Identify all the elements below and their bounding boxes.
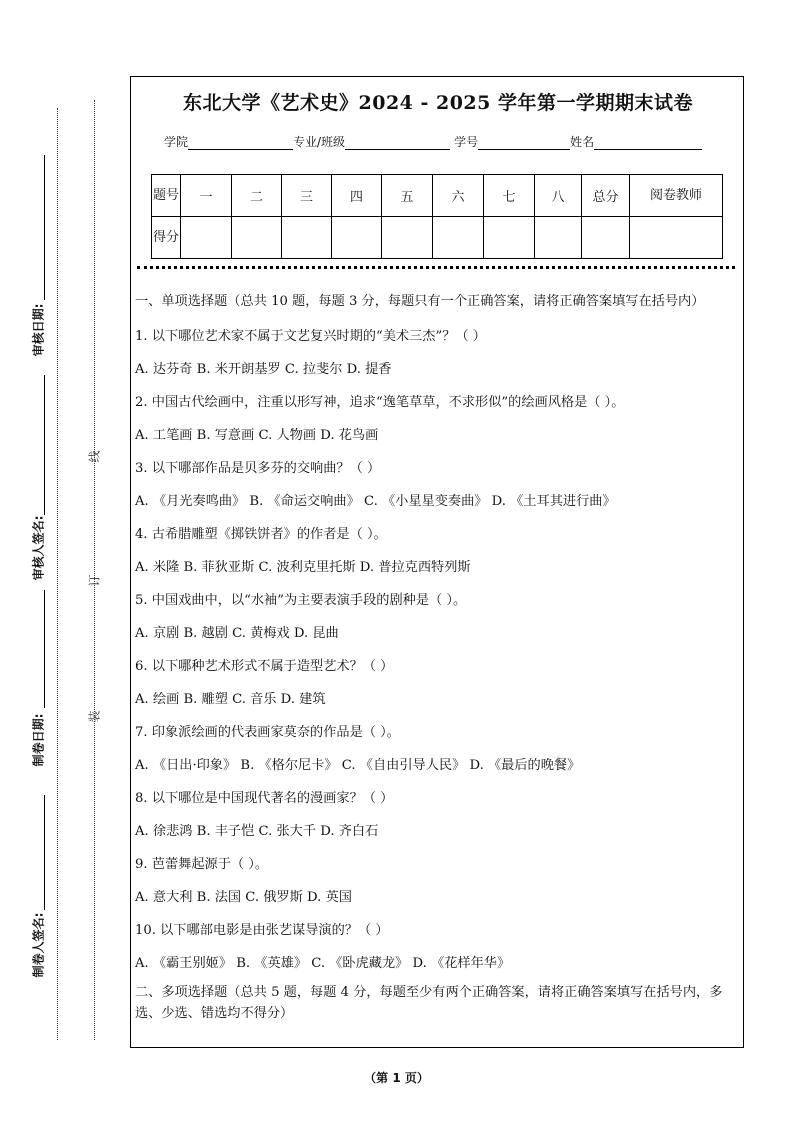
q5-options: A. 京剧 B. 越剧 C. 黄梅戏 D. 昆曲 bbox=[135, 626, 339, 641]
col-head-total: 总分 bbox=[582, 175, 630, 217]
student-info-row bbox=[164, 133, 702, 150]
q7-question: 7. 印象派绘画的代表画家莫奈的作品是（ ）。 bbox=[135, 725, 400, 740]
maker-date-line bbox=[44, 590, 45, 708]
score-cell-total[interactable] bbox=[582, 217, 630, 259]
q6-options: A. 绘画 B. 雕塑 C. 音乐 D. 建筑 bbox=[135, 692, 326, 707]
major-label: 专业/班级 bbox=[293, 135, 346, 149]
row-head-question-no: 题号 bbox=[152, 175, 181, 217]
score-cell-2[interactable] bbox=[232, 217, 282, 259]
q3-question: 3. 以下哪部作品是贝多芬的交响曲？（ ） bbox=[135, 461, 381, 476]
q4-question: 4. 古希腊雕塑《掷铁饼者》的作者是（ ）。 bbox=[135, 527, 387, 542]
col-head-8: 八 bbox=[535, 175, 582, 217]
binding-char-line: 线 bbox=[87, 450, 102, 463]
score-cell-6[interactable] bbox=[433, 217, 484, 259]
row-head-score: 得分 bbox=[152, 217, 181, 259]
maker-sign-line bbox=[44, 795, 45, 910]
binding-char-zhuang: 装 bbox=[87, 710, 102, 723]
score-cell-grader[interactable] bbox=[630, 217, 723, 259]
score-table-header-row bbox=[152, 175, 723, 217]
col-head-2: 二 bbox=[232, 175, 282, 217]
col-head-3: 三 bbox=[282, 175, 332, 217]
score-cell-7[interactable] bbox=[484, 217, 535, 259]
college-label: 学院 bbox=[164, 135, 189, 149]
name-field[interactable] bbox=[594, 137, 702, 150]
q1-options: A. 达芬奇 B. 米开朗基罗 C. 拉斐尔 D. 提香 bbox=[135, 362, 392, 377]
q9-options: A. 意大利 B. 法国 C. 俄罗斯 D. 英国 bbox=[135, 890, 352, 905]
exam-frame bbox=[130, 76, 744, 1048]
q9-question: 9. 芭蕾舞起源于（ ）。 bbox=[135, 857, 269, 872]
col-head-1: 一 bbox=[181, 175, 232, 217]
reviewer-sign-line bbox=[44, 375, 45, 515]
score-cell-3[interactable] bbox=[282, 217, 332, 259]
college-field[interactable] bbox=[188, 137, 293, 150]
col-head-5: 五 bbox=[382, 175, 433, 217]
col-head-6: 六 bbox=[433, 175, 484, 217]
score-cell-5[interactable] bbox=[382, 217, 433, 259]
score-table bbox=[151, 174, 723, 259]
binding-dotted-line-left bbox=[57, 108, 58, 1040]
q2-question: 2. 中国古代绘画中，注重以形写神，追求“逸笔草草，不求形似”的绘画风格是（ ）。 bbox=[135, 395, 625, 410]
page-number: （第 1 页） bbox=[364, 1071, 429, 1085]
q4-options: A. 米隆 B. 菲狄亚斯 C. 波利克里托斯 D. 普拉克西特列斯 bbox=[135, 560, 471, 575]
col-head-7: 七 bbox=[484, 175, 535, 217]
student-id-field[interactable] bbox=[478, 137, 570, 150]
q5-question: 5. 中国戏曲中，以“水袖”为主要表演手段的剧种是（ ）。 bbox=[135, 593, 467, 608]
q2-options: A. 工笔画 B. 写意画 C. 人物画 D. 花鸟画 bbox=[135, 428, 379, 443]
q3-options: A. 《月光奏鸣曲》 B. 《命运交响曲》 C. 《小星星变奏曲》 D. 《土耳其进行曲》 bbox=[135, 494, 616, 509]
major-field[interactable] bbox=[345, 137, 450, 150]
section-1-heading: 一、单项选择题（总共 10 题，每题 3 分，每题只有一个正确答案，请将正确答案填写在括号内） bbox=[135, 294, 705, 309]
binding-char-ding: 订 bbox=[87, 574, 102, 587]
col-head-grader: 阅卷教师 bbox=[630, 175, 723, 217]
name-label: 姓名 bbox=[570, 135, 595, 149]
q8-options: A. 徐悲鸿 B. 丰子恺 C. 张大千 D. 齐白石 bbox=[135, 824, 379, 839]
q8-question: 8. 以下哪位是中国现代著名的漫画家？（ ） bbox=[135, 791, 394, 806]
score-cell-4[interactable] bbox=[332, 217, 382, 259]
exam-title: 东北大学《艺术史》2024 - 2025 学年第一学期期末试卷 bbox=[183, 92, 693, 114]
question-content bbox=[135, 291, 743, 1024]
score-table-score-row bbox=[152, 217, 723, 259]
section-2-heading: 二、多项选择题（总共 5 题，每题 4 分，每题至少有两个正确答案，请将正确答案填写在括号内，多选、少选、错选均不得分） bbox=[135, 985, 723, 1021]
q6-question: 6. 以下哪种艺术形式不属于造型艺术？（ ） bbox=[135, 659, 394, 674]
col-head-4: 四 bbox=[332, 175, 382, 217]
binding-dotted-line-right bbox=[94, 100, 95, 1040]
student-id-label: 学号 bbox=[454, 135, 479, 149]
q7-options: A. 《日出·印象》 B. 《格尔尼卡》 C. 《自由引导人民》 D. 《最后的晚餐》 bbox=[135, 758, 581, 773]
q1-question: 1. 以下哪位艺术家不属于文艺复兴时期的“美术三杰”？（ ） bbox=[135, 329, 486, 344]
q10-options: A. 《霸王别姬》 B. 《英雄》 C. 《卧虎藏龙》 D. 《花样年华》 bbox=[135, 956, 511, 971]
score-cell-8[interactable] bbox=[535, 217, 582, 259]
q10-question: 10. 以下哪部电影是由张艺谋导演的？（ ） bbox=[135, 923, 389, 938]
dotted-separator bbox=[137, 266, 735, 269]
review-date-line bbox=[44, 155, 45, 300]
score-cell-1[interactable] bbox=[181, 217, 232, 259]
